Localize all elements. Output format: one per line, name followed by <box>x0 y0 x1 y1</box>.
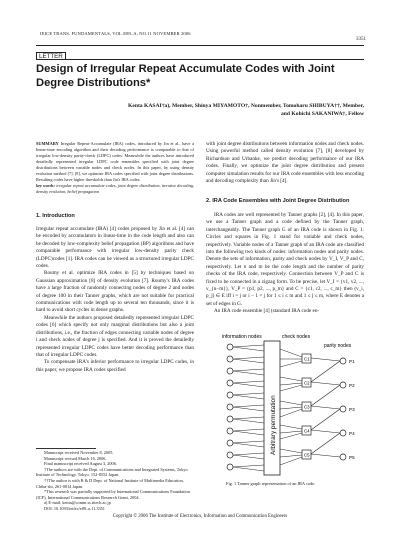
right-column-intro: with joint degree distributions between information nodes and check nodes. Using powerful method called density evolution [7], [8] developed by Richardson and Urbanke, we predict decoding performance of our IRA codes. Finally, we optimize the joint degree distribution and present computer simulation results for our IRA code ensembles with less encoding and decoding complexity than Jin's [4]. <box>206 141 364 185</box>
keywords-label: key words: <box>36 183 56 188</box>
info-node <box>227 368 233 374</box>
info-node <box>227 428 233 434</box>
footnotes <box>36 450 194 512</box>
section2-paragraph-2: An IRA code ensemble [4] (standard IRA code en- <box>214 308 320 315</box>
info-nodes-label: information nodes <box>222 334 262 340</box>
journal-header: IEICE TRANS. FUNDAMENTALS, VOL.E89–A, NO.11 NOVEMBER 2006 <box>40 31 191 36</box>
info-node <box>227 416 233 422</box>
summary-block <box>36 141 194 195</box>
intro-paragraph-1: Irregular repeat accumulate (IRA) [4] codes proposed by Jin et al. [4] can be encoded by accumulators in linear-time in the code length and also can be decoded by low-complexity belief propagation (BP) algorithms and have comparable performance with irregular low-density parity check (LDPC)codes [1]. IRA codes can be viewed as a structured irregular LDPC codes. <box>36 226 194 270</box>
footnote-affiliation-1: †The authors are with the Dept. of Communications and Integrated Systems, Tokyo Institute of Technology, Tokyo, 152-8552 Japan. <box>36 466 188 478</box>
footnote-received: Manuscript received November 8, 2005. <box>44 450 114 455</box>
info-node <box>227 464 233 470</box>
info-edges <box>233 345 264 471</box>
parity-nodes <box>340 358 355 460</box>
parity-label: P5 <box>349 455 355 460</box>
info-node <box>227 344 233 350</box>
letter-tag: LETTER <box>36 52 66 60</box>
parity-node <box>340 454 346 460</box>
info-node <box>227 404 233 410</box>
tanner-graph-figure <box>208 331 368 479</box>
parity-nodes-label: parity nodes <box>324 343 352 349</box>
parity-node <box>340 406 346 412</box>
check-label: C2 <box>304 380 310 386</box>
info-node <box>227 380 233 386</box>
footnote-final: Final manuscript received August 3, 2006. <box>44 461 117 467</box>
zigzag-edges <box>311 358 340 457</box>
intro-body <box>36 226 194 374</box>
check-nodes <box>302 354 311 459</box>
section2-body <box>206 212 364 316</box>
parity-label: P3 <box>349 407 355 412</box>
check-label: C5 <box>304 452 310 458</box>
summary-text: Irregular Repeat-Accumulate (IRA) codes, introduced by Jin et al., have a linear-time encoding algorithm and their decoding performance is comparable to that of irregular low-density parity-check (LDPC) codes. Meanwhile the authors have introduced detailedly represented irregular LDPC code ensembles specified with joint degree distributions between variable nodes and check nodes. In this paper, by using density evolution method [7], [8], we optimize IRA codes specified with joint degree distributions. Resulting codes have higher thresholds than Jin's IRA codes. <box>36 141 194 182</box>
parity-label: P1 <box>349 359 355 364</box>
info-node <box>227 356 233 362</box>
section2-heading: 2. IRA Code Ensembles with Joint Degree Distribution <box>206 198 350 204</box>
footnote-affiliation-2: ††The author is with R & D Dept. of National Institute of Multimedia Education, Chiba-shi, 261-0014 Japan. <box>36 477 184 489</box>
parity-node <box>340 382 346 388</box>
information-nodes <box>227 344 233 470</box>
footnote-doi: DOI: 10.1093/ietfec/e89–a.11.3351 <box>44 505 105 511</box>
info-node <box>227 440 233 446</box>
info-node <box>227 392 233 398</box>
footnote-email: a) E-mail: kenta@comm.ss.titech.ac.jp <box>44 500 111 506</box>
intro-paragraph-3: Meanwhile the authors proposed detailedly represented irregular LDPC codes [6] which specify not only marginal distributions but also a joint distributions, i.e., the fraction of edges connecting variable nodes of degree i and check nodes of degree j is specified. And it is proved the detailedly represented irregular LDPC codes have better decoding performance than that of irregular LDPC codes. <box>36 314 194 358</box>
check-label: C3 <box>304 404 310 410</box>
footnote-revised: Manuscript revised March 16, 2006. <box>44 455 107 461</box>
intro-paragraph-2: Roumy et al. optimize IRA codes in [5] by techniques based on Gaussian approximation [8] of density evolution [7]. Roumy's IRA codes have a large fraction of randomly connecting nodes of degree 2 and nodes of degree 100 in their Tanner graphs, which are not suitable for practical communications with code length up to several ten thousands, since it is hard to avoid short cycles in dense graphs. <box>36 270 194 314</box>
check-nodes-label: check nodes <box>282 334 311 340</box>
footnote-support: *This research was partially supported by International Communications Foundation (ICF), International Communications Research Grant, 2004. <box>36 489 190 500</box>
copyright-footer: Copyright © 2006 The Institute of Electronics, Information and Communication Engineers <box>112 514 288 519</box>
parity-node <box>340 430 346 436</box>
title-rule <box>36 59 364 60</box>
parity-label: P4 <box>349 431 355 436</box>
intro-heading: 1. Introduction <box>36 213 75 219</box>
check-edges <box>280 349 302 465</box>
info-node <box>227 452 233 458</box>
parity-label: P2 <box>349 383 355 388</box>
check-label: C1 <box>304 356 310 362</box>
authors-line2: and Kohichi SAKANIWA†, Fellow <box>281 111 364 117</box>
intro-paragraph-4: To compensate IRA's inferior performance to irregular LDPC codes, in this paper, we propose IRA codes specified <box>36 359 194 373</box>
figure-caption: Fig. 1 Tanner graph representation of an IRA code. <box>226 481 316 486</box>
summary-label: SUMMARY <box>36 141 59 146</box>
footnote-rule <box>36 448 96 449</box>
page-number: 3351 <box>356 37 366 42</box>
header-rule <box>36 45 364 46</box>
keywords-text: irregular repeat accumulate codes, joint degree distribution, iterative decoding, density evolution, belief propagation <box>36 183 195 194</box>
authors-line1: Kenta KASAI†a), Member, Shinya MIYAMOTO†, Nonmember, Tomoharu SHIBUYA††, Member, <box>128 103 364 109</box>
permutation-label: Arbitrary permutation <box>270 395 277 455</box>
parity-node <box>340 358 346 364</box>
check-label: C4 <box>304 428 310 434</box>
paper-title: Design of Irregular Repeat Accumulate Codes with Joint Degree Distributions* <box>36 63 335 89</box>
section2-paragraph-1: IRA codes are well represented by Tanner graphs [2], [4]. In this paper, we use a Tanner graph and a code defined by the Tanner graph, interchangeably. The Tanner graph G of an IRA code is shown in Fig. 1. Circles and squares in Fig. 1 stand for variable and check nodes, respectively. Variable nodes of a Tanner graph of an IRA code are classified into the following two kinds of nodes: information nodes and parity nodes. Denote the sets of information, parity and check nodes by V_I, V_P and C, respectively. Let n and m be the code length and the number of parity checks of the IRA code, respectively. Connection between V_P and C is fixed to be connected in a zigzag form. To be precise, let V_I = {v1, v2, ..., v_{n−m}}, V_P = {p1, p2, ..., p_m} and C = {c1, c2, ..., c_m} then (v_i, p_j) ∈ E iff i = j or i − 1 = j for 1 ≤ i ≤ m and 1 ≤ j ≤ m, where E denotes a set of edges in G. <box>206 212 364 307</box>
